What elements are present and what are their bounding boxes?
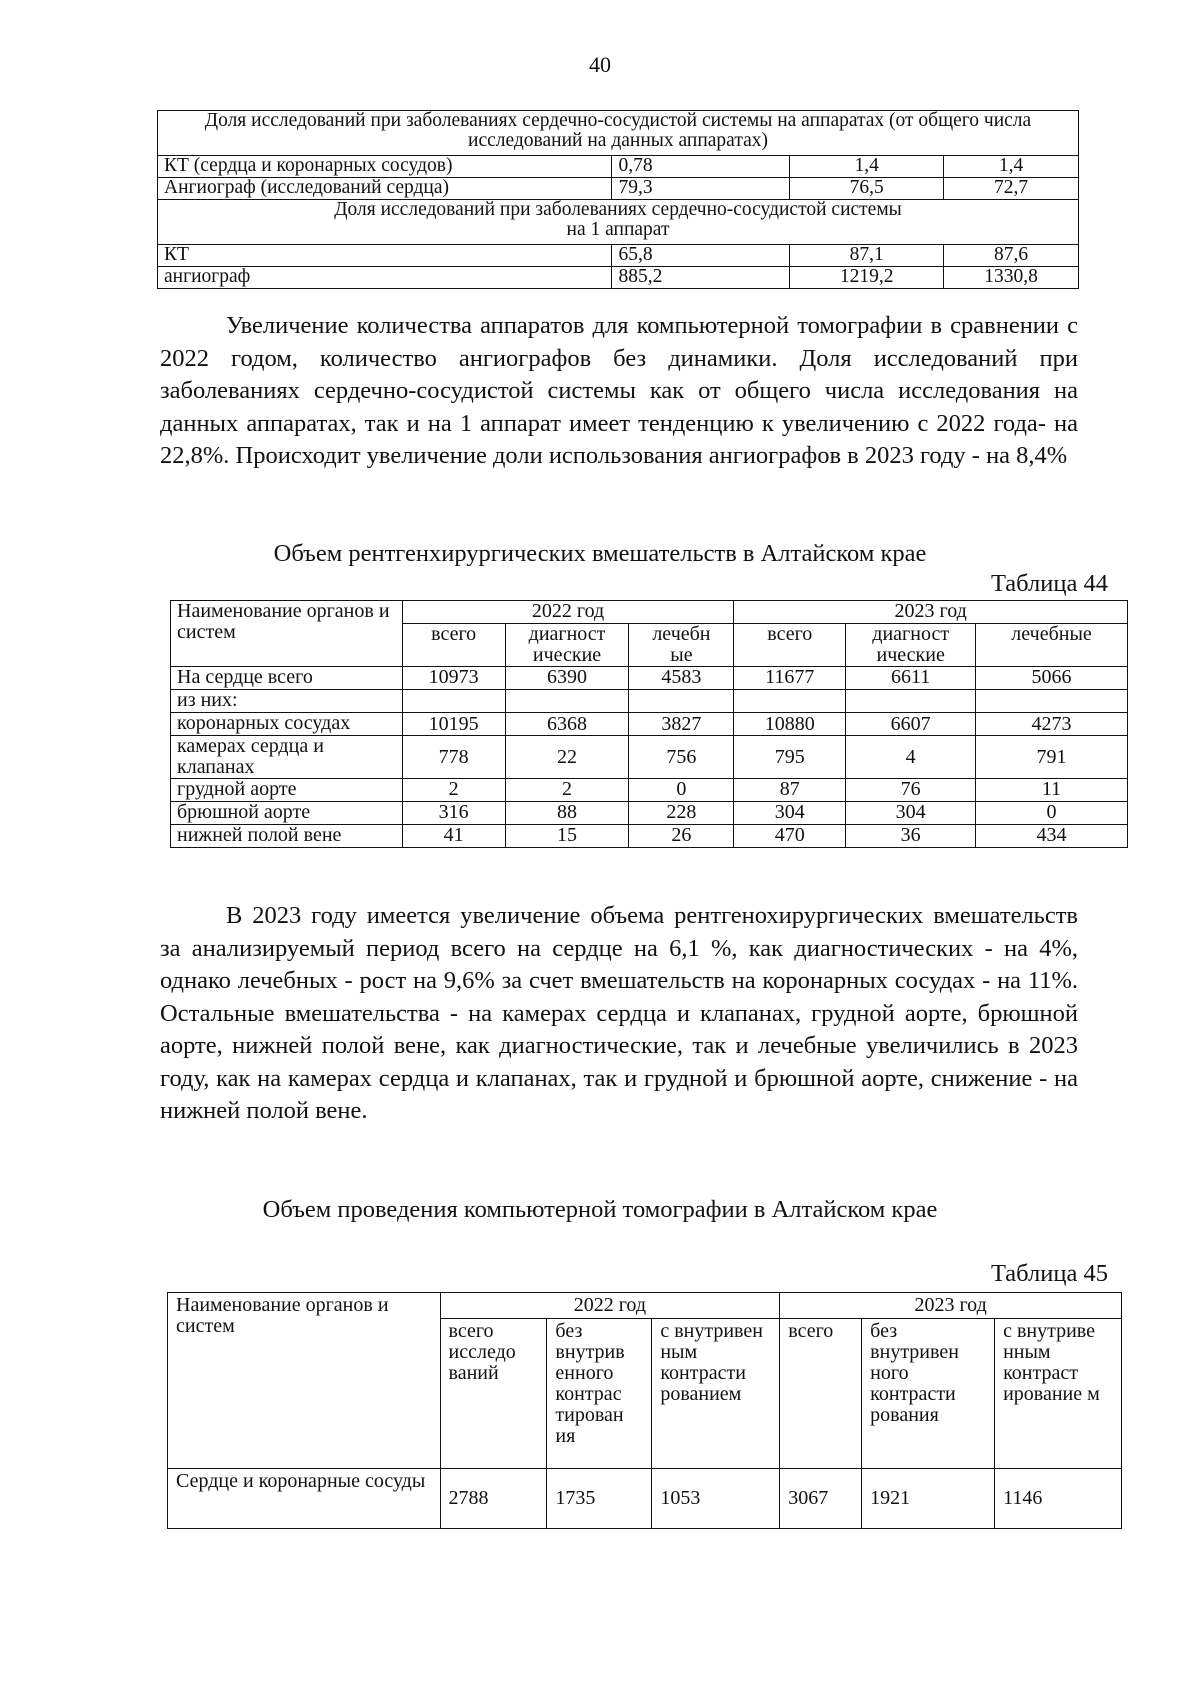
table-row — [171, 667, 1128, 690]
table-row — [171, 825, 1128, 848]
cell-value: 304 — [734, 802, 846, 825]
cell-value: 72,7 — [944, 178, 1079, 200]
xray-surgery-table — [170, 600, 1128, 848]
cell-value: 88 — [505, 802, 629, 825]
cell-value: 1219,2 — [790, 267, 944, 289]
column-header-year: 2022 год — [440, 1293, 780, 1319]
row-label: КТ (сердца и коронарных сосудов) — [158, 156, 612, 178]
cell-value: 304 — [846, 802, 976, 825]
cell-value: 87 — [734, 779, 846, 802]
cell-value: 87,1 — [790, 245, 944, 267]
column-header: с внутривен ным контрасти рованием — [652, 1319, 780, 1469]
ct-volume-table — [167, 1292, 1122, 1529]
column-header: всего исследо ваний — [440, 1319, 547, 1469]
cell-value: 316 — [402, 802, 505, 825]
column-header-year: 2023 год — [734, 601, 1128, 624]
cell-value: 10973 — [402, 667, 505, 690]
cell-value: 1053 — [652, 1469, 780, 1529]
cell-value: 11 — [976, 779, 1128, 802]
cell-value: 4583 — [629, 667, 734, 690]
table-row — [158, 178, 1079, 200]
header-line: на 1 аппарат — [566, 219, 670, 241]
table-label: Таблица 45 — [990, 1260, 1108, 1287]
row-label: КТ — [158, 245, 612, 267]
table-label: Таблица 44 — [990, 570, 1108, 597]
cell-value: 1146 — [995, 1469, 1122, 1529]
row-label: Ангиограф (исследований сердца) — [158, 178, 612, 200]
cell-value: 1921 — [862, 1469, 995, 1529]
cell-value: 87,6 — [944, 245, 1079, 267]
cell-value: 756 — [629, 736, 734, 779]
cell-value: 15 — [505, 825, 629, 848]
cardio-share-table — [157, 110, 1079, 289]
column-header: без внутрив енного контрас тирован ия — [547, 1319, 652, 1469]
table1-header-per-unit — [158, 200, 1079, 245]
cell-value: 11677 — [734, 667, 846, 690]
table-row — [158, 156, 1079, 178]
cell-value: 470 — [734, 825, 846, 848]
column-header: без внутривен ного контрасти рования — [862, 1319, 995, 1469]
cell-value: 3067 — [780, 1469, 862, 1529]
cell-value: 795 — [734, 736, 846, 779]
cell-value: 778 — [402, 736, 505, 779]
column-header: лечебные — [976, 624, 1128, 667]
cell-value: 22 — [505, 736, 629, 779]
row-label: Сердце и коронарные сосуды — [168, 1469, 441, 1529]
cell-value: 0 — [976, 802, 1128, 825]
cell-value: 10195 — [402, 713, 505, 736]
cell-value: 2 — [402, 779, 505, 802]
table-row — [158, 245, 1079, 267]
cell-value: 6390 — [505, 667, 629, 690]
paragraph: Увеличение количества аппаратов для компьютерной томографии в сравнении с 2022 годом, количество ангиографов без динамики. Доля исследований при заболеваниях сердечно-сосудистой системы как от общего числа исследования на данных аппаратах, так и на 1 аппарат имеет тенденцию к увеличению с 2022 года- на 22,8%. Происходит увеличение доли использования ангиографов в 2023 году - на 8,4% — [160, 312, 1078, 469]
table-row — [158, 267, 1079, 289]
column-header: диагност ические — [846, 624, 976, 667]
paragraph: В 2023 году имеется увеличение объема рентгенохирургических вмешательств за анализируемый период всего на сердце на 6,1 %, как диагностических - на 4%, однако лечебных - рост на 9,6% за счет вмешательств на коронарных сосудах - на 11%. Остальные вмешательства - на камерах сердца и клапанах, грудной аорте, брюшной аорте, нижней полой вене, как диагностические, так и лечебные увеличились в 2023 году, как на камерах сердца и клапанах, так и грудной и брюшной аорте, снижение - на нижней полой вене. — [160, 902, 1078, 1124]
cell-value: 885,2 — [612, 267, 790, 289]
column-header-name: Наименование органов и систем — [168, 1293, 441, 1469]
column-header: лечебн ые — [629, 624, 734, 667]
header-line: Доля исследований при заболеваниях сердечно-сосудистой системы — [334, 199, 902, 220]
row-label: из них: — [171, 690, 403, 713]
cell-value: 1,4 — [790, 156, 944, 178]
column-header-year: 2022 год — [402, 601, 734, 624]
cell-value: 791 — [976, 736, 1128, 779]
cell-value: 6611 — [846, 667, 976, 690]
table-row — [171, 713, 1128, 736]
cell-value: 79,3 — [612, 178, 790, 200]
cell-value: 0,78 — [612, 156, 790, 178]
row-label: На сердце всего — [171, 667, 403, 690]
cell-value: 434 — [976, 825, 1128, 848]
cell-value: 76,5 — [790, 178, 944, 200]
row-label: камерах сердца и клапанах — [171, 736, 403, 779]
table-row — [171, 736, 1128, 779]
column-header: всего — [780, 1319, 862, 1469]
table-row — [171, 779, 1128, 802]
table1-header-main: Доля исследований при заболеваниях сердечно-сосудистой системы на аппаратах (от общего числа исследований на данных аппаратах) — [158, 111, 1079, 156]
cell-value: 65,8 — [612, 245, 790, 267]
column-header: с внутриве нным контраст ирование м — [995, 1319, 1122, 1469]
column-header-year: 2023 год — [780, 1293, 1122, 1319]
cell-value: 2 — [505, 779, 629, 802]
cell-value: 5066 — [976, 667, 1128, 690]
cell-value: 41 — [402, 825, 505, 848]
cell-value: 0 — [629, 779, 734, 802]
row-label: нижней полой вене — [171, 825, 403, 848]
table-row — [168, 1469, 1122, 1529]
page-number: 40 — [589, 52, 611, 77]
cell-value: 4 — [846, 736, 976, 779]
table-row — [171, 690, 1128, 713]
table-row — [171, 802, 1128, 825]
row-label: брюшной аорте — [171, 802, 403, 825]
row-label: ангиограф — [158, 267, 612, 289]
cell-value: 228 — [629, 802, 734, 825]
column-header: диагност ические — [505, 624, 629, 667]
cell-value: 26 — [629, 825, 734, 848]
cell-value: 2788 — [440, 1469, 547, 1529]
row-label: грудной аорте — [171, 779, 403, 802]
cell-value: 3827 — [629, 713, 734, 736]
column-header: всего — [734, 624, 846, 667]
cell-value: 6607 — [846, 713, 976, 736]
cell-value: 1330,8 — [944, 267, 1079, 289]
column-header: всего — [402, 624, 505, 667]
cell-value: 1735 — [547, 1469, 652, 1529]
column-header-name: Наименование органов и систем — [171, 601, 403, 667]
table-caption: Объем рентгенхирургических вмешательств в Алтайском крае — [273, 540, 927, 567]
cell-value: 10880 — [734, 713, 846, 736]
cell-value: 6368 — [505, 713, 629, 736]
row-label: коронарных сосудах — [171, 713, 403, 736]
cell-value: 4273 — [976, 713, 1128, 736]
table-caption: Объем проведения компьютерной томографии в Алтайском крае — [262, 1196, 938, 1223]
cell-value: 76 — [846, 779, 976, 802]
cell-value: 1,4 — [944, 156, 1079, 178]
cell-value: 36 — [846, 825, 976, 848]
